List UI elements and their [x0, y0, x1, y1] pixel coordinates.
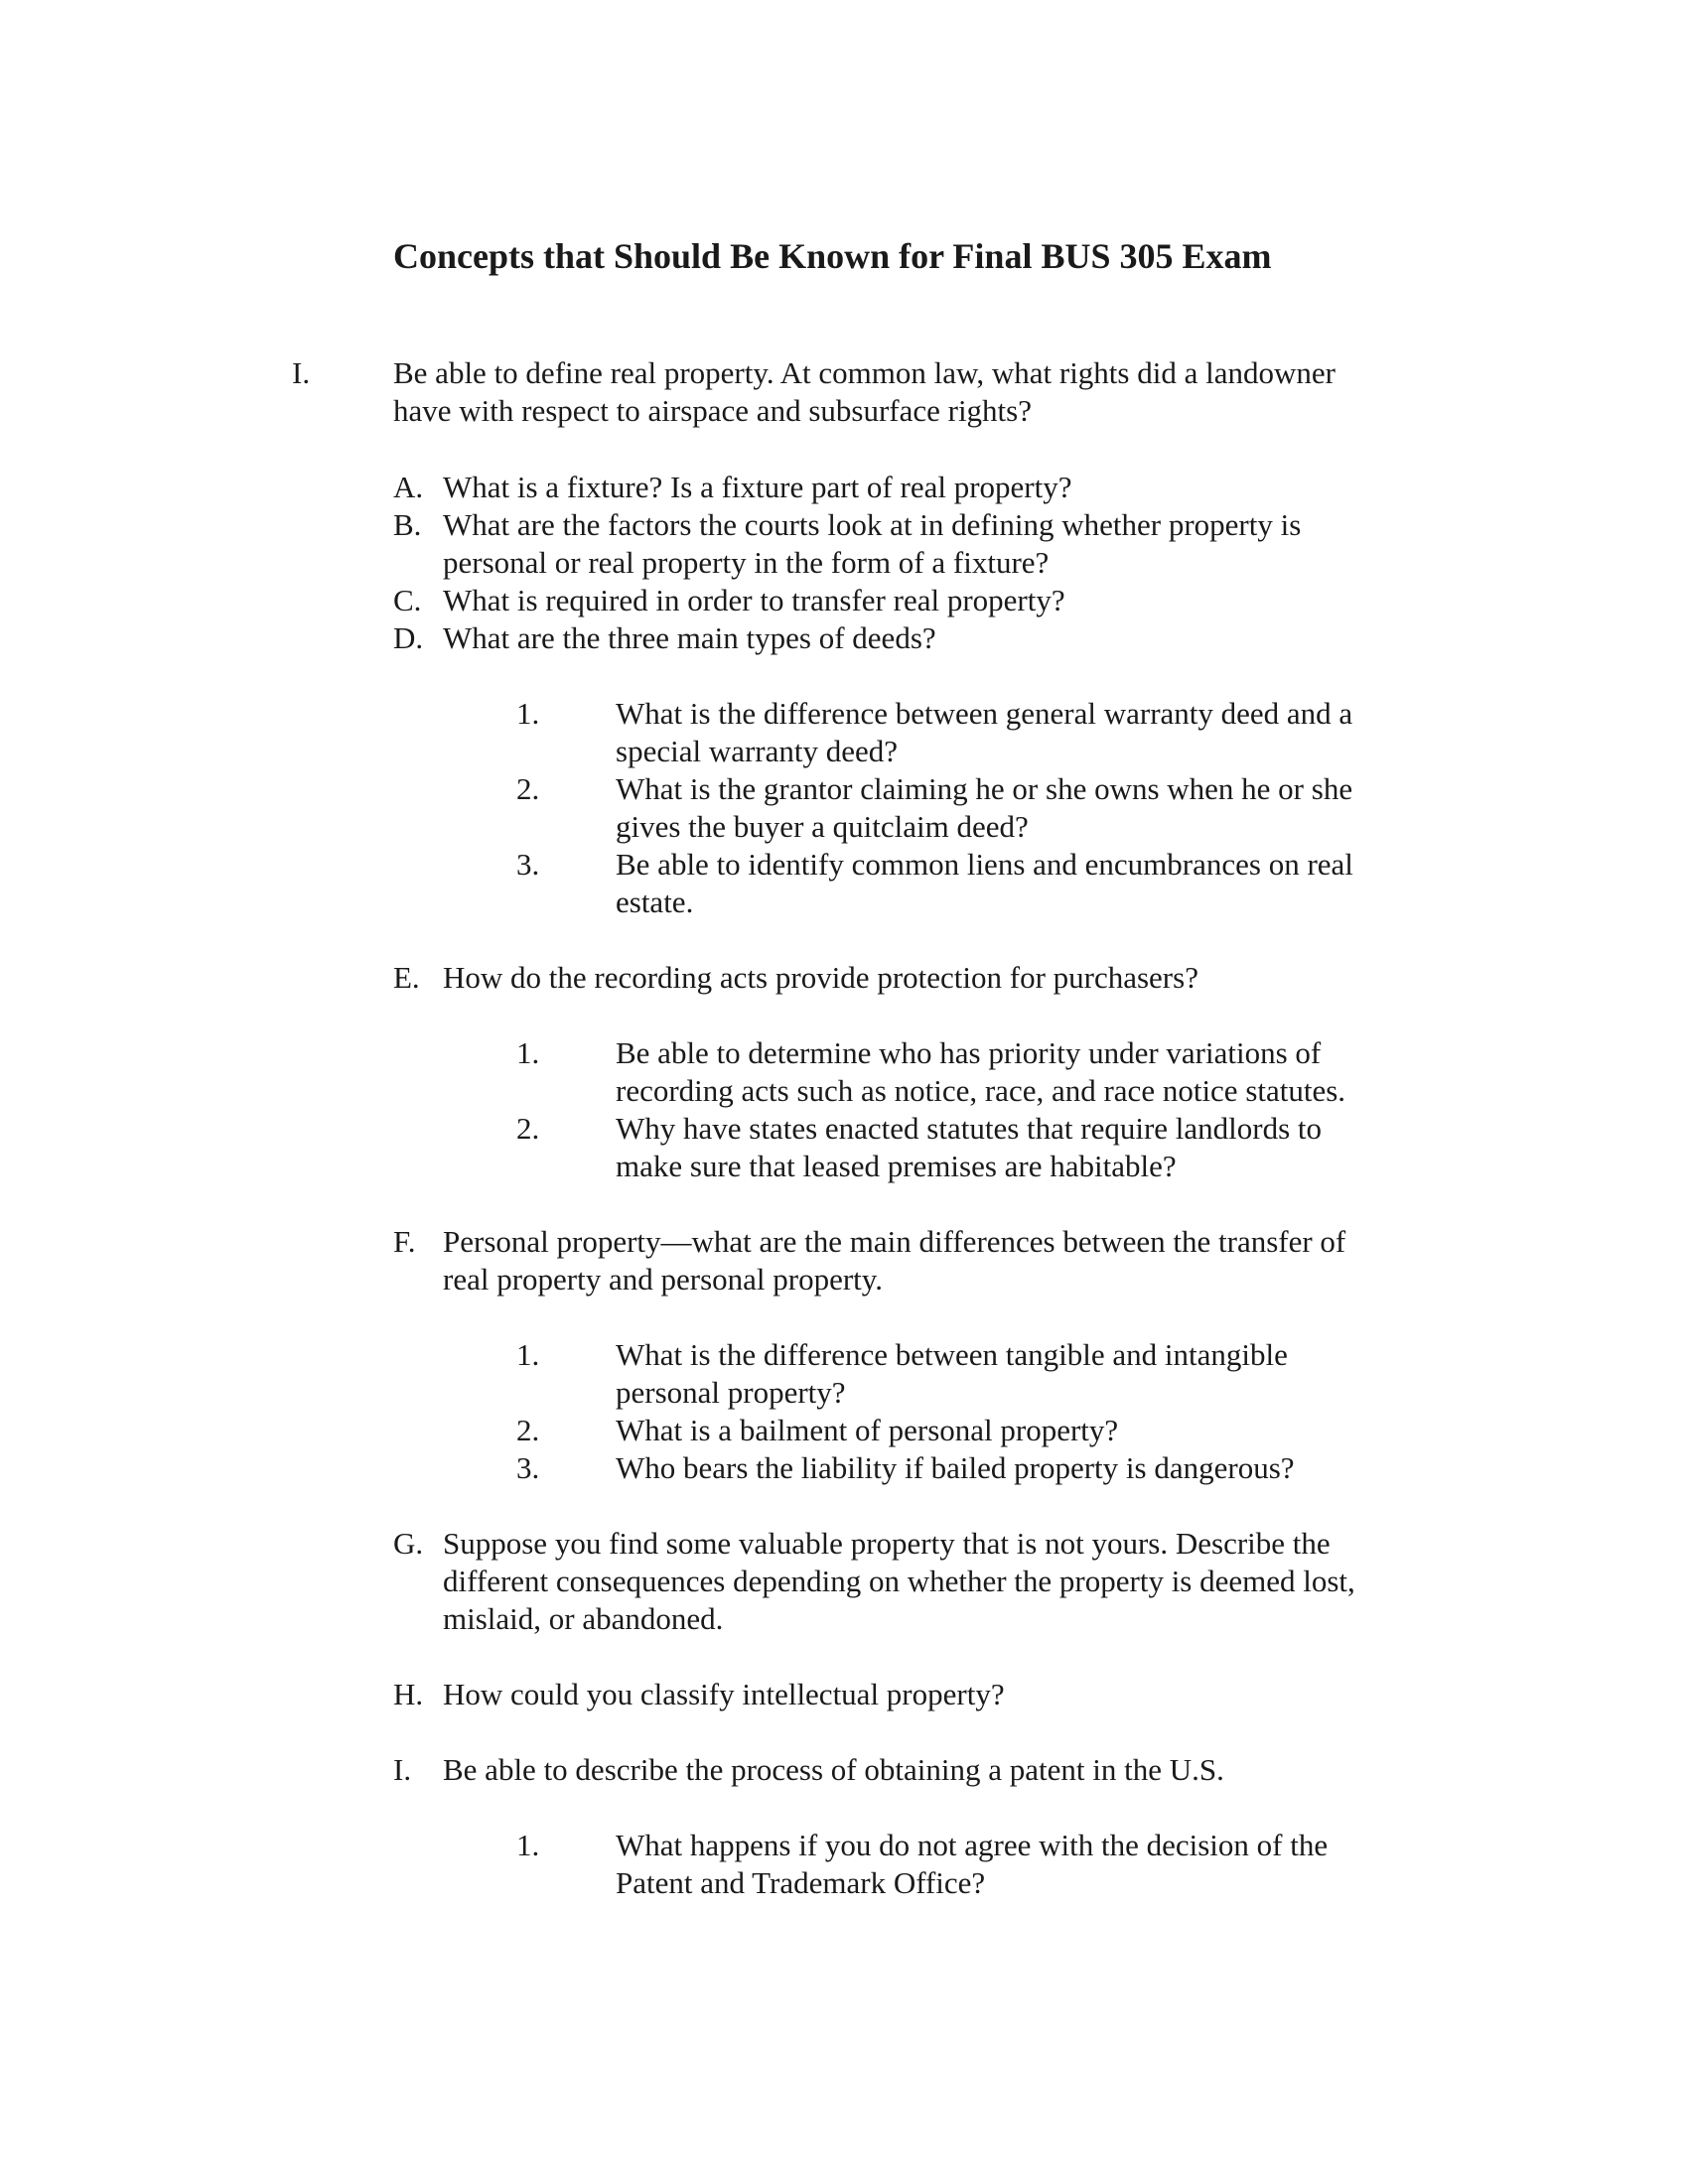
item-text-g: mislaid, or abandoned. — [443, 1601, 724, 1636]
subitem-marker: 3. — [516, 847, 540, 882]
item-marker-a: A. — [393, 470, 424, 504]
subitem-text: special warranty deed? — [616, 734, 899, 768]
item-text-g: different consequences depending on whether the property is deemed lost, — [443, 1564, 1355, 1598]
subitem-text: What happens if you do not agree with the decision of the — [616, 1828, 1329, 1862]
item-marker-f: F. — [393, 1224, 416, 1259]
subitem-marker: 2. — [516, 771, 540, 806]
subitem-text: personal property? — [616, 1375, 846, 1410]
item-marker-b: B. — [393, 507, 422, 542]
subitem-marker: 1. — [516, 1035, 540, 1070]
item-text-b: personal or real property in the form of a fixture? — [443, 545, 1050, 580]
item-text-a: What is a fixture? Is a fixture part of real property? — [443, 470, 1072, 504]
subitem-marker: 3. — [516, 1450, 540, 1485]
subitem-text: What is the difference between tangible and intangible — [616, 1337, 1288, 1372]
section-text-line: have with respect to airspace and subsurface rights? — [393, 393, 1032, 428]
item-text-d: What are the three main types of deeds? — [443, 620, 936, 655]
page-title: Concepts that Should Be Known for Final BUS 305 Exam — [393, 236, 1272, 276]
subitem-marker: 2. — [516, 1111, 540, 1146]
subitem-text: Be able to identify common liens and encumbrances on real — [616, 847, 1353, 882]
subitem-text: What is a bailment of personal property? — [616, 1413, 1119, 1447]
item-text-g: Suppose you find some valuable property that is not yours. Describe the — [443, 1526, 1331, 1561]
subitem-marker: 1. — [516, 1828, 540, 1862]
item-marker-i: I. — [393, 1752, 412, 1787]
item-text-e: How do the recording acts provide protection for purchasers? — [443, 960, 1198, 995]
item-text-b: What are the factors the courts look at in defining whether property is — [443, 507, 1302, 542]
item-text-f: Personal property—what are the main differences between the transfer of — [443, 1224, 1346, 1259]
subitem-text: make sure that leased premises are habitable? — [616, 1149, 1177, 1183]
item-marker-e: E. — [393, 960, 420, 995]
subitem-marker: 1. — [516, 696, 540, 731]
subitem-text: estate. — [616, 885, 694, 919]
item-text-c: What is required in order to transfer real property? — [443, 583, 1065, 617]
subitem-text: gives the buyer a quitclaim deed? — [616, 809, 1029, 844]
subitem-marker: 1. — [516, 1337, 540, 1372]
section-text-line: Be able to define real property. At common law, what rights did a landowner — [393, 355, 1336, 390]
subitem-marker: 2. — [516, 1413, 540, 1447]
item-marker-g: G. — [393, 1526, 424, 1561]
subitem-text: Who bears the liability if bailed property is dangerous? — [616, 1450, 1295, 1485]
subitem-text: recording acts such as notice, race, and race notice statutes. — [616, 1073, 1346, 1108]
subitem-text: Why have states enacted statutes that require landlords to — [616, 1111, 1323, 1146]
item-marker-d: D. — [393, 620, 424, 655]
subitem-text: Be able to determine who has priority under variations of — [616, 1035, 1322, 1070]
item-text-i: Be able to describe the process of obtaining a patent in the U.S. — [443, 1752, 1224, 1787]
section-marker: I. — [292, 355, 311, 390]
item-text-h: How could you classify intellectual property? — [443, 1677, 1005, 1711]
subitem-text: What is the difference between general warranty deed and a — [616, 696, 1353, 731]
item-marker-h: H. — [393, 1677, 424, 1711]
subitem-text: Patent and Trademark Office? — [616, 1865, 986, 1900]
item-marker-c: C. — [393, 583, 422, 617]
item-text-f: real property and personal property. — [443, 1262, 884, 1297]
subitem-text: What is the grantor claiming he or she owns when he or she — [616, 771, 1353, 806]
